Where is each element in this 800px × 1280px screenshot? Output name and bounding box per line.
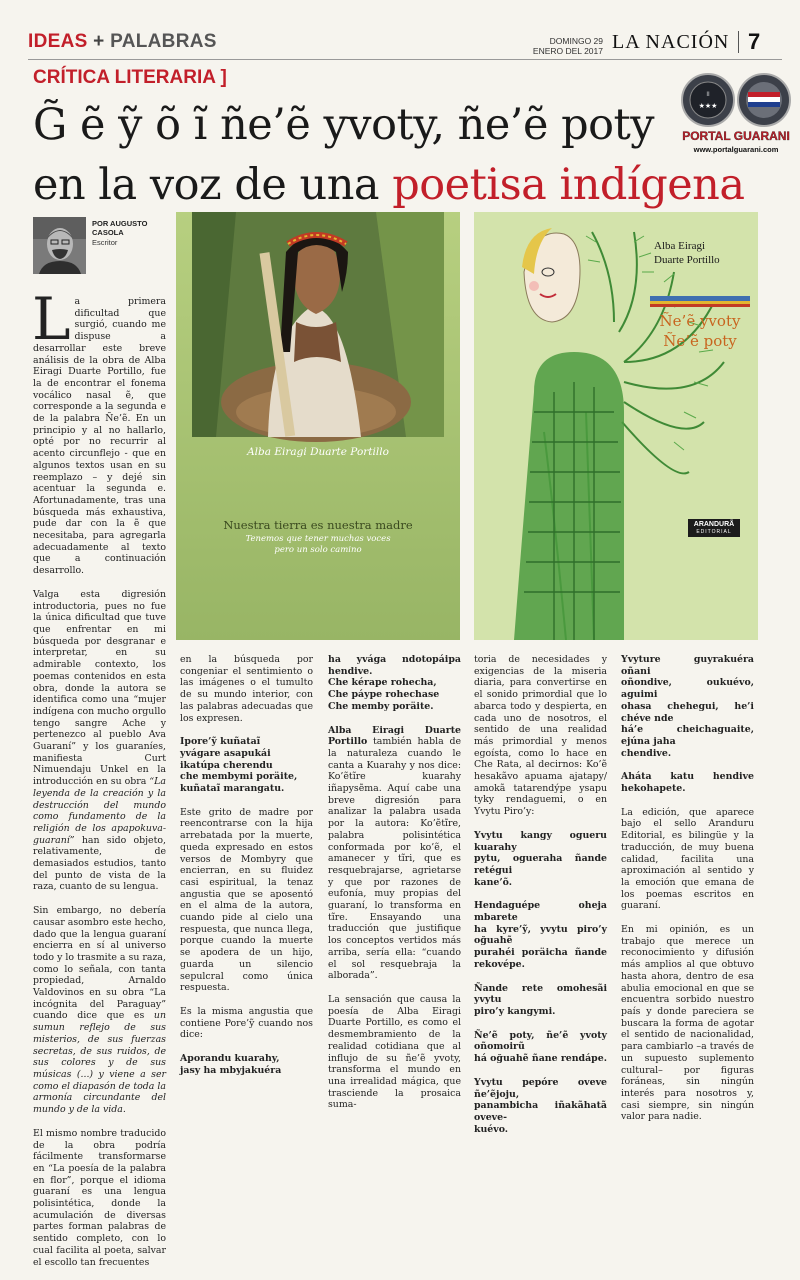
column-4 (474, 654, 607, 1147)
poem: Ñande rete omohesãi yvytu piro’y kangymi. (474, 982, 607, 1017)
column-2 (180, 654, 313, 1089)
section-ideas: IDEAS (28, 31, 88, 52)
paragraph: La primera dificultad que surgió, cuando me dispuse a desarrollar este breve análisis de la obra de Alba Eiragi Duarte Portillo, fue la de encontrar el fonema vocálico nasal ẽ, que corresponde a la segunda e de la palabra Ñe’ẽ. En un principio y al no hallarlo, opté por no recurrir al acento circunflejo - que en algunos textos usan en su reemplazo – y dejé sin acentuar la segunda e. Afortunadamente, tras una búsqueda más exhaustiva, pude dar con la ẽ que necesitaba, para agregarla adecuadamente al texto que a continuación desarrollo. (32, 285, 166, 577)
book2-author-1: Alba Eiragi (654, 240, 706, 252)
column-3 (328, 654, 461, 1123)
logo-url: www.portalguarani.com (693, 145, 779, 154)
author-role: Escritor (92, 238, 118, 247)
book2-author-2: Duarte Portillo (654, 254, 720, 266)
issue-date-line-2: ENERO DEL 2017 (532, 46, 603, 56)
headline-line-2-black: en la voz de una (33, 160, 393, 210)
paragraph: Sin embargo, no debería causar asombro este hecho, dado que la lengua guaraní encierra en sí al universo todo y lo trasmite a su raza, como lo señala, con tanta propiedad, Arnaldo Valdovinos en su obra “La incógnita del Paraguay” cuando dice que es un sumun reflejo de sus misterios, de sus fuerzas secretas, de sus ruidos, de sus colores y de sus músicas (...) y viene a ser como el diapasón de toda la armonía circundante del mundo y de la vida. (33, 905, 166, 1116)
section-plus: + (93, 31, 105, 52)
paragraph: toria de necesidades y exigencias de la miseria diaria, para convertirse en el sonido primordial que lo abarca todo y despierta, en cada uno de nosotros, el sentido de una realidad más primordial y menos egoísta, como lo hace en Che Rata, al decirnos: Ko’ẽ hesakãvo apuama ajatapy/ amokã tatarendýpe ysapu tyky rendaguemi, o en Yvytu Piro’y: (474, 654, 607, 818)
newspaper-name: LA NACIÓN (612, 31, 730, 53)
book2-title-2: Ñe’ẽ poty (663, 332, 737, 350)
header-divider (738, 31, 739, 53)
poem: Aporandu kuarahy, jasy ha mbyjakuéra (180, 1053, 282, 1076)
paragraph: La sensación que causa la poesía de Alba Eiragi Duarte Portillo, es como el desmembramiento de la realidad cotidiana que al influjo de su ñe’ẽ yvoty, transforma el mundo en una irrealidad mágica, que trasciende la prosaica suma- (328, 993, 461, 1111)
poem: Yvyture guyrakuéra oñani oñondive, oukuévo, aguimi ohasa chehegui, he’i chéve nde há’e cheichaguaite, ejúna jaha chendive. (621, 654, 754, 759)
issue-date-line-1: DOMINGO 29 (549, 36, 603, 46)
headline-line-1: G̃ ẽ ỹ õ ĩ ñe’ẽ yvoty, ñe’ẽ poty (33, 100, 655, 150)
poem: Yvytu pepóre oveve ñe’ẽjoju, panambicha iñakãhatã oveve- kuévo. (474, 1076, 607, 1135)
paragraph: En mi opinión, es un trabajo que merece un reconocimiento y difusión más amplios al que obtuvo hasta ahora, dentro de esa abulia emocional en que se encuentra sorbido nuestro país y donde pareciera se buscara la forma de agotar el sentido de nacionalidad, para cambiarlo –a través de un supuesto suplemento cultural– por figuras foráneas, sin ningún interés para nosotros y, casi siempre, sin ningún valor para nadie. (621, 924, 754, 1123)
poem: Ipore’ỹ kuñataĩ yvágare asapukái ikatúpa cherendu che membymi poräite, kuñataĩ marangatu. (180, 736, 298, 795)
author-byline: POR AUGUSTO CASOLA (92, 219, 148, 237)
paragraph: Valga esta digresión introductoria, pues no fue la única dificultad que tuve que enfrentar en mi búsqueda por desgranar e interpretar, en su admirable contexto, los poemas contenidos en esta obra, donde la autora se identifica como una “mujer indígena con mucho orgullo tengo sangre Ache y pertenezco al pueblo Ava Guaraní” y los guaraníes, manifiesta Curt Nimuendaju Unkel en la introducción en su obra “La leyenda de la creación y la destrucción del mundo como fundamento de la religión de los apapokuva-guaraní” han sido objeto, relativamente, de demasiados estudios, tanto del punto de vista de la raza, cuanto de su lengua. (33, 588, 166, 893)
issue-date (521, 36, 603, 56)
column-5 (621, 654, 754, 1135)
book1-title: Nuestra tierra es nuestra madre (223, 518, 413, 532)
paragraph: La edición, que aparece bajo el sello Aranduru Editorial, es bilingüe y la traducción, de muy buena calidad, facilita una aproximación al sentido y la emoción que emana de los poemas escritos en guaraní. (621, 806, 754, 912)
poem: Aháta katu hendive hekohapete. (621, 771, 754, 795)
poem: Yvytu kangy ogueru kuarahy pytu, ogueraha ñande retégui kane’õ. (474, 829, 607, 888)
author-photo (33, 217, 86, 274)
logo-stars: ★★★ (698, 102, 718, 110)
drop-cap: L (32, 285, 71, 353)
book2-title-1: Ñe’ẽ yvoty (659, 312, 741, 330)
poem: ha yvága ndotopáipa hendive. Che kérape rohecha, Che páype rohechase Che memby poräite. (328, 654, 461, 712)
section-palabras: PALABRAS (110, 31, 217, 52)
logo-text: PORTAL GUARANI (682, 129, 790, 143)
paragraph: Este grito de madre por reencontrarse con la hija arrebatada por la muerte, queda expresado en estos versos de Mombyry que encierran, en su fluidez casi espiritual, la tenaz angustia que se aposentó en el alma de la autora, cuando pide al cielo una respuesta, que nunca llega, porque cuando la muerte se apodera de un hijo, guarda un silencio sepulcral como única respuesta. (180, 806, 313, 994)
poem: Hendaguépe oheja mbarete ha kyre’ỹ, yvytu piro’y oğuahẽ purahéi poräicha ñande rekovépe. (474, 900, 607, 970)
paragraph: Alba Eiragi Duarte Portillo también habla de la naturaleza cuando le canta a Kuarahy y nos dice: Ko’ẽtĩre kuarahy iñapysẽma. Aquí cabe una breve digresión para analizar la palabra usada por la autora: Ko’ẽtĩre, palabra polisintética conformada por ko’ẽ, el amanecer y tĩri, que es resquebrajarse, agrietarse y que por razones de eufonía, muy propias del guaraní, lo transforma en tĩre. Ensayando una traducción que justifique los conceptos vertidos más arriba, sería ella: “cuando el sol resquebraja la alborada”. (328, 724, 461, 982)
paragraph: en la búsqueda por congeniar el sentimiento o las imágenes o el tumulto de su mundo interior, con las palabras adecuadas que los expresen. (180, 654, 313, 724)
paragraph: Es la misma angustia que contiene Pore’ỹ cuando nos dice: (180, 1005, 313, 1041)
book1-subtitle-1: Tenemos que tener muchas voces (245, 534, 391, 544)
book2-publisher: ARANDURÃ (693, 521, 735, 528)
kicker: CRÍTICA LITERARIA ] (33, 67, 227, 88)
column-1 (32, 285, 166, 1280)
headline-line-2-red: poetisa indígena (392, 160, 745, 210)
book-cover-nuestra-tierra (176, 212, 460, 640)
logo-roman: II (706, 92, 710, 98)
book1-subtitle-2: pero un solo camino (274, 545, 362, 555)
section-label (28, 31, 217, 53)
header-rule (28, 59, 782, 60)
page-number: 7 (748, 29, 761, 54)
paragraph: El mismo nombre traducido de la obra podría fácilmente transformarse en “La poesía de la palabra en flor”, porque el idioma guaraní es una lengua polisintética, donde la acumulación de diversas partes forman palabras de sentido completo, con lo cual facilita al poeta, salvar el escollo tan frecuentes (33, 1127, 166, 1268)
poem: Ñe’ẽ poty, ñe’ẽ yvoty oñomoirũ há oğuahẽ ñane rendápe. (474, 1029, 607, 1065)
book-cover-nee-yvoty (474, 212, 758, 640)
portal-guarani-logo (676, 66, 796, 162)
book2-publisher-sub: EDITORIAL (696, 529, 732, 535)
headline-line-2 (33, 160, 745, 210)
book1-author: Alba Eiragi Duarte Portillo (247, 446, 389, 458)
